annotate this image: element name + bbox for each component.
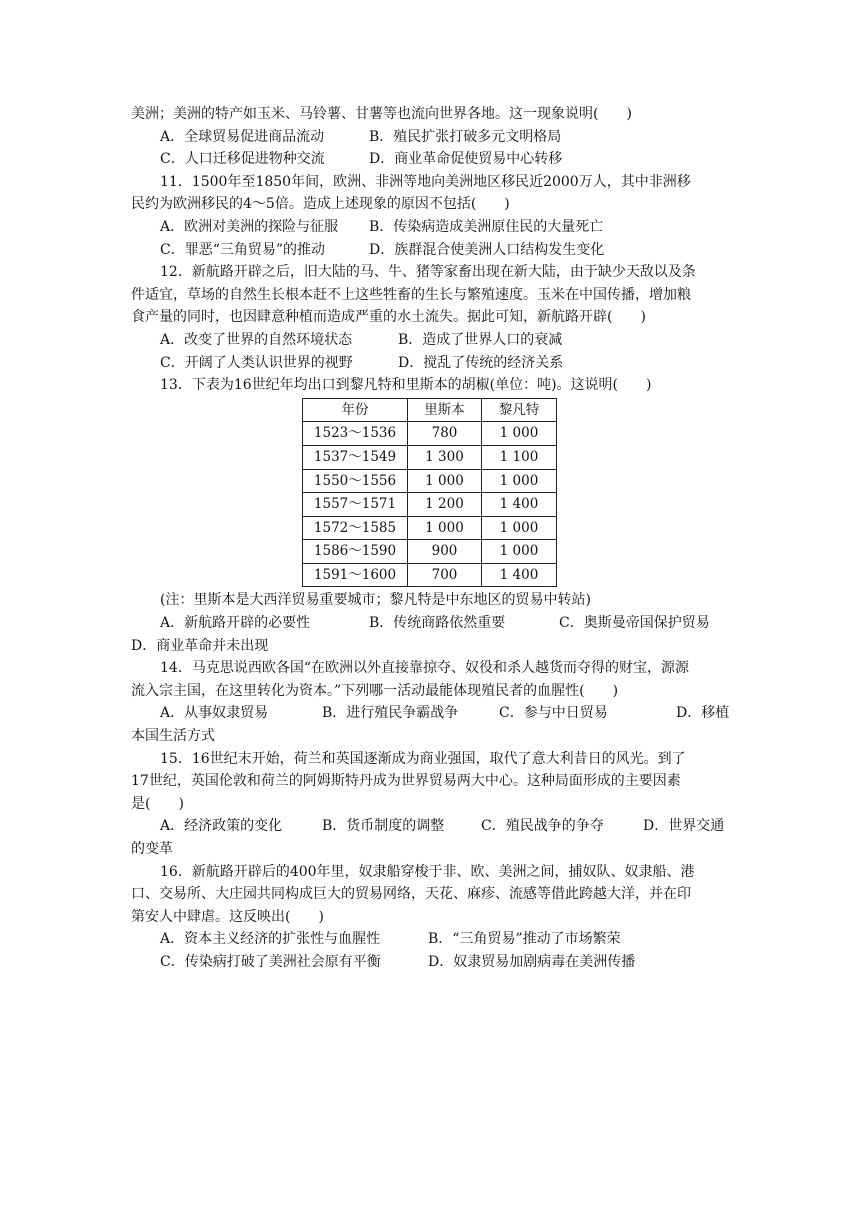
cell-levant: 1 400 (482, 493, 557, 517)
cell-lisbon: 1 300 (408, 445, 482, 469)
cell-year: 1537～1549 (303, 445, 408, 469)
cell-lisbon: 1 000 (408, 469, 482, 493)
q11-options-row1 (131, 216, 731, 239)
q12-stem-line1: 12．新航路开辟之后，旧大陆的马、牛、猪等家畜出现在新大陆，由于缺少天敌以及条 (160, 264, 696, 281)
q12-options-row1 (131, 329, 731, 352)
q11-stem-line1: 11．1500年至1850年间，欧洲、非洲等地向美洲地区移民近2000万人，其中非洲移 (160, 173, 691, 190)
q12-option-d[interactable]: D．搅乱了传统的经济关系 (398, 354, 564, 371)
q14-option-a[interactable]: A．从事奴隶贸易 (160, 705, 269, 722)
q15-option-c[interactable]: C．殖民战争的争夺 (481, 818, 604, 835)
q13-options-row1 (131, 612, 731, 635)
q15-options-row1 (131, 815, 731, 838)
cell-lisbon: 700 (408, 563, 482, 587)
q16-option-a[interactable]: A．资本主义经济的扩张性与血腥性 (160, 931, 381, 948)
cell-year: 1557～1571 (303, 493, 408, 517)
q10-option-c[interactable]: C．人口迁移促进物种交流 (160, 151, 325, 168)
q16-options-row2 (131, 951, 731, 974)
q10-options-row2 (131, 148, 731, 171)
header-levant: 黎凡特 (482, 398, 557, 422)
q12-options-row2 (131, 352, 731, 375)
q16-option-c[interactable]: C．传染病打破了美洲社会原有平衡 (160, 953, 381, 970)
table-row (303, 422, 557, 446)
q13-option-c[interactable]: C．奥斯曼帝国保护贸易 (559, 615, 710, 632)
q12-option-a[interactable]: A．改变了世界的自然环境状态 (160, 331, 353, 348)
q16-stem-line1: 16．新航路开辟后的400年里，奴隶船穿梭于非、欧、美洲之间，捕奴队、奴隶船、港 (160, 863, 695, 880)
cell-year: 1550～1556 (303, 469, 408, 493)
table-row (303, 493, 557, 517)
q10-options-row1 (131, 126, 731, 149)
q11-option-a[interactable]: A．欧洲对美洲的探险与征服 (160, 218, 339, 235)
header-year: 年份 (303, 398, 408, 422)
q13-option-a[interactable]: A．新航路开辟的必要性 (160, 615, 311, 632)
q13-option-b[interactable]: B．传统商路依然重要 (369, 615, 506, 632)
cell-year: 1591～1600 (303, 563, 408, 587)
q11-option-c[interactable]: C．罪恶“三角贸易”的推动 (160, 241, 326, 258)
table-row (303, 563, 557, 587)
pepper-table-wrap (131, 398, 731, 588)
cell-lisbon: 900 (408, 540, 482, 564)
q13-stem-line1: 13．下表为16世纪年均出口到黎凡特和里斯本的胡椒(单位：吨)。这说明( ) (160, 377, 652, 394)
q10-stem-tail: 美洲；美洲的特产如玉米、马铃薯、甘薯等也流向世界各地。这一现象说明( ) (131, 106, 632, 122)
q14-option-d[interactable]: D．移植 (676, 705, 730, 722)
q14-stem-line2: 流入宗主国，在这里转化为资本。”下列哪一活动最能体现殖民者的血腥性( ) (131, 682, 619, 699)
q15-option-d-cont: 的变革 (131, 841, 173, 857)
q15-option-d[interactable]: D．世界交通 (643, 818, 725, 835)
q16-stem-line3: 第安人中肆虐。这反映出( ) (131, 908, 324, 925)
q11-option-b[interactable]: B．传染病造成美洲原住民的大量死亡 (369, 218, 604, 235)
q11-options-row2 (131, 239, 731, 262)
cell-year: 1586～1590 (303, 540, 408, 564)
q10-option-d[interactable]: D．商业革命促使贸易中心转移 (369, 151, 563, 168)
question-content (131, 103, 731, 974)
pepper-export-table (302, 398, 557, 588)
q13-option-d[interactable]: D．商业革命并未出现 (131, 637, 269, 654)
table-header-row (303, 398, 557, 422)
q11-stem-line2: 民约为欧洲移民的4～5倍。造成上述现象的原因不包括( ) (131, 196, 510, 213)
cell-lisbon: 1 200 (408, 493, 482, 517)
q15-stem-line3: 是( ) (131, 795, 184, 812)
cell-levant: 1 000 (482, 540, 557, 564)
q14-option-d-cont: 本国生活方式 (131, 728, 215, 745)
q14-option-c[interactable]: C．参与中日贸易 (499, 705, 608, 722)
q15-option-b[interactable]: B．货币制度的调整 (322, 818, 445, 835)
q16-stem-line2: 口、交易所、大庄园共同构成巨大的贸易网络，天花、麻疹、流感等借此跨越大洋，并在印 (131, 886, 691, 903)
q12-stem-line3: 食产量的同时，也因肆意种植而造成严重的水土流失。据此可知，新航路开辟( ) (131, 309, 646, 326)
cell-levant: 1 000 (482, 422, 557, 446)
cell-lisbon: 780 (408, 422, 482, 446)
q11-option-d[interactable]: D．族群混合使美洲人口结构发生变化 (369, 241, 605, 258)
cell-levant: 1 400 (482, 563, 557, 587)
q15-stem-line1: 15．16世纪末开始，荷兰和英国逐渐成为商业强国，取代了意大利昔日的风光。到了 (160, 750, 686, 767)
q16-option-d[interactable]: D．奴隶贸易加剧病毒在美洲传播 (428, 953, 636, 970)
q10-option-a[interactable]: A．全球贸易促进商品流动 (160, 128, 325, 145)
q12-option-b[interactable]: B．造成了世界人口的衰减 (398, 331, 563, 348)
q12-stem-line2: 件适宜，草场的自然生长根本赶不上这些牲畜的生长与繁殖速度。玉米在中国传播，增加粮 (131, 286, 691, 303)
q16-options-row1 (131, 928, 731, 951)
q13-note: (注：里斯本是大西洋贸易重要城市；黎凡特是中东地区的贸易中转站) (160, 592, 591, 609)
cell-year: 1523～1536 (303, 422, 408, 446)
q15-option-a[interactable]: A．经济政策的变化 (160, 818, 283, 835)
q10-option-b[interactable]: B．殖民扩张打破多元文明格局 (369, 128, 562, 145)
cell-levant: 1 000 (482, 469, 557, 493)
q16-option-b[interactable]: B．“三角贸易”推动了市场繁荣 (428, 931, 621, 948)
cell-levant: 1 000 (482, 516, 557, 540)
q13-options-row2 (131, 635, 731, 658)
q15-stem-line2: 17世纪，英国伦敦和荷兰的阿姆斯特丹成为世界贸易两大中心。这种局面形成的主要因素 (131, 773, 681, 790)
q14-stem-line1: 14．马克思说西欧各国“在欧洲以外直接靠掠夺、奴役和杀人越货而夺得的财宝，源源 (160, 660, 689, 677)
table-row (303, 516, 557, 540)
cell-levant: 1 100 (482, 445, 557, 469)
q14-options-row1 (131, 702, 731, 725)
table-row (303, 469, 557, 493)
header-lisbon: 里斯本 (408, 398, 482, 422)
q14-option-b[interactable]: B．进行殖民争霸战争 (322, 705, 459, 722)
q12-option-c[interactable]: C．开阔了人类认识世界的视野 (160, 354, 353, 371)
cell-year: 1572～1585 (303, 516, 408, 540)
cell-lisbon: 1 000 (408, 516, 482, 540)
table-row (303, 540, 557, 564)
table-row (303, 445, 557, 469)
